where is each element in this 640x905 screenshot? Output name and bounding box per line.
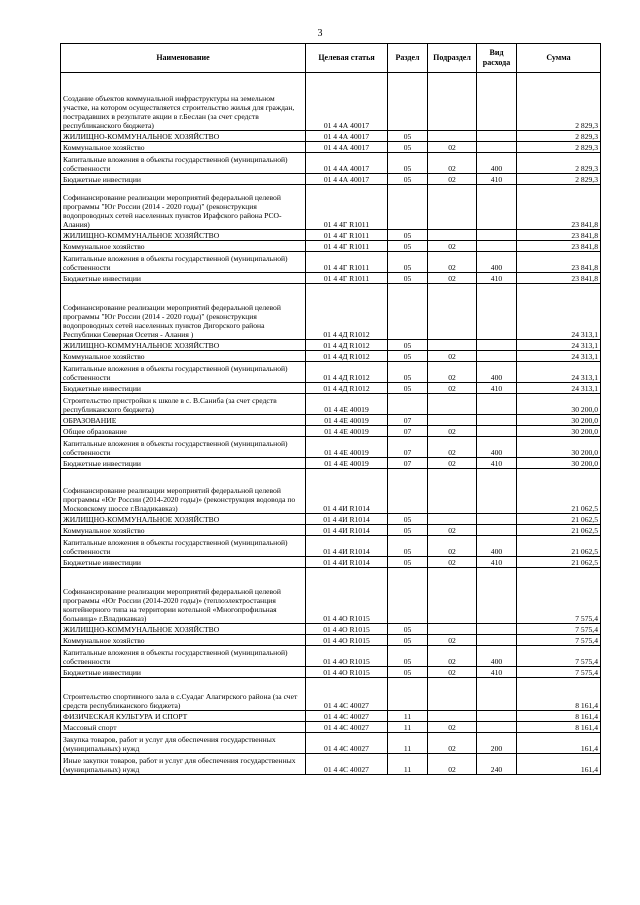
cell-section: 05 <box>388 340 428 351</box>
cell-subsection <box>428 185 477 230</box>
cell-article: 01 4 4С 40027 <box>306 711 388 722</box>
cell-sum: 7 575,4 <box>517 624 601 635</box>
cell-sum: 21 062,5 <box>517 536 601 557</box>
cell-article: 01 4 4Е 40019 <box>306 415 388 426</box>
cell-article: 01 4 4Д R1012 <box>306 340 388 351</box>
cell-sum: 7 575,4 <box>517 646 601 667</box>
cell-subsection <box>428 678 477 711</box>
cell-sum: 24 313,1 <box>517 362 601 383</box>
cell-section: 07 <box>388 458 428 469</box>
cell-name: ЖИЛИЩНО-КОММУНАЛЬНОЕ ХОЗЯЙСТВО <box>61 514 306 525</box>
cell-section <box>388 73 428 131</box>
cell-subsection <box>428 469 477 514</box>
cell-section: 07 <box>388 426 428 437</box>
cell-sum: 8 161,4 <box>517 711 601 722</box>
cell-section: 07 <box>388 415 428 426</box>
cell-subsection <box>428 340 477 351</box>
header-expense-type: Вид расхода <box>477 44 517 73</box>
cell-name: Строительство спортивного зала в с.Суадаг Алагирского района (за счет средств республиканского бюджета) <box>61 678 306 711</box>
cell-name: ЖИЛИЩНО-КОММУНАЛЬНОЕ ХОЗЯЙСТВО <box>61 131 306 142</box>
table-row <box>61 469 601 514</box>
table-row <box>61 514 601 525</box>
table-row <box>61 678 601 711</box>
cell-section: 05 <box>388 514 428 525</box>
table-body <box>61 73 601 775</box>
cell-sum: 2 829,3 <box>517 131 601 142</box>
table-row <box>61 351 601 362</box>
cell-article: 01 4 4И R1014 <box>306 514 388 525</box>
cell-name: Капитальные вложения в объекты государственной (муниципальной) собственности <box>61 646 306 667</box>
cell-name: Капитальные вложения в объекты государственной (муниципальной) собственности <box>61 252 306 273</box>
cell-name: Софинансирование реализации мероприятий федеральной целевой программы «Юг России (2014-2020 годы)» (теплоэлектростанция контейнерного типа на территории котельной «Многопрофильная больница» г.Владикавказ) <box>61 568 306 624</box>
cell-article: 01 4 4Г R1011 <box>306 230 388 241</box>
cell-article: 01 4 4С 40027 <box>306 733 388 754</box>
cell-article: 01 4 4Е 40019 <box>306 437 388 458</box>
cell-expense-type <box>477 678 517 711</box>
cell-name: Коммунальное хозяйство <box>61 525 306 536</box>
cell-section: 05 <box>388 273 428 284</box>
cell-name: Бюджетные инвестиции <box>61 458 306 469</box>
cell-expense-type <box>477 415 517 426</box>
cell-subsection <box>428 624 477 635</box>
cell-expense-type <box>477 142 517 153</box>
cell-expense-type <box>477 711 517 722</box>
cell-expense-type: 410 <box>477 273 517 284</box>
cell-sum: 30 200,0 <box>517 426 601 437</box>
cell-name: Капитальные вложения в объекты государственной (муниципальной) собственности <box>61 153 306 174</box>
cell-sum: 24 313,1 <box>517 351 601 362</box>
cell-article: 01 4 4О R1015 <box>306 667 388 678</box>
cell-article: 01 4 4И R1014 <box>306 536 388 557</box>
cell-section: 11 <box>388 754 428 775</box>
cell-sum: 2 829,3 <box>517 142 601 153</box>
cell-expense-type: 200 <box>477 733 517 754</box>
cell-sum: 7 575,4 <box>517 635 601 646</box>
cell-section: 05 <box>388 557 428 568</box>
cell-subsection: 02 <box>428 733 477 754</box>
cell-name: Софинансирование реализации мероприятий федеральной целевой программы «Юг России (2014-2020 годы)» (реконструкция водовода по Московскому шоссе г.Владикавказ) <box>61 469 306 514</box>
cell-name: Бюджетные инвестиции <box>61 383 306 394</box>
cell-expense-type: 400 <box>477 646 517 667</box>
cell-section: 05 <box>388 646 428 667</box>
cell-article: 01 4 4А 40017 <box>306 153 388 174</box>
cell-name: Капитальные вложения в объекты государственной (муниципальной) собственности <box>61 536 306 557</box>
cell-section <box>388 394 428 415</box>
cell-name: Бюджетные инвестиции <box>61 557 306 568</box>
cell-name: ЖИЛИЩНО-КОММУНАЛЬНОЕ ХОЗЯЙСТВО <box>61 230 306 241</box>
cell-section <box>388 185 428 230</box>
cell-subsection: 02 <box>428 426 477 437</box>
cell-expense-type <box>477 340 517 351</box>
header-name: Наименование <box>61 44 306 73</box>
cell-name: ЖИЛИЩНО-КОММУНАЛЬНОЕ ХОЗЯЙСТВО <box>61 340 306 351</box>
table-row <box>61 458 601 469</box>
cell-name: Бюджетные инвестиции <box>61 174 306 185</box>
cell-expense-type: 410 <box>477 383 517 394</box>
cell-sum: 30 200,0 <box>517 415 601 426</box>
table-row <box>61 624 601 635</box>
table-row <box>61 230 601 241</box>
cell-name: Коммунальное хозяйство <box>61 241 306 252</box>
cell-name: Общее образование <box>61 426 306 437</box>
cell-section <box>388 284 428 340</box>
cell-sum: 30 200,0 <box>517 437 601 458</box>
cell-section: 05 <box>388 174 428 185</box>
cell-name: Коммунальное хозяйство <box>61 635 306 646</box>
cell-section: 05 <box>388 131 428 142</box>
cell-section: 05 <box>388 241 428 252</box>
cell-article: 01 4 4А 40017 <box>306 73 388 131</box>
cell-expense-type <box>477 73 517 131</box>
cell-subsection <box>428 568 477 624</box>
cell-expense-type <box>477 426 517 437</box>
cell-section: 05 <box>388 362 428 383</box>
cell-subsection: 02 <box>428 525 477 536</box>
cell-name: Массовый спорт <box>61 722 306 733</box>
table-header-row <box>61 44 601 73</box>
cell-subsection <box>428 131 477 142</box>
cell-section: 05 <box>388 536 428 557</box>
cell-subsection <box>428 284 477 340</box>
table-row <box>61 284 601 340</box>
cell-subsection: 02 <box>428 153 477 174</box>
cell-section: 05 <box>388 230 428 241</box>
cell-name: Коммунальное хозяйство <box>61 142 306 153</box>
cell-article: 01 4 4Е 40019 <box>306 426 388 437</box>
cell-name: Софинансирование реализации мероприятий федеральной целевой программы "Юг России (2014 - 2020 годы)" (реконструкция водопроводных сетей населенных пунктов Ирафского района РСО-Алания) <box>61 185 306 230</box>
table-row <box>61 73 601 131</box>
cell-name: Софинансирование реализации мероприятий федеральной целевой программы "Юг России (2014 - 2020 годы)" (реконструкция водопроводных сетей населенных пунктов Дигорского района Республики Северная Осетия - Алания ) <box>61 284 306 340</box>
cell-expense-type: 400 <box>477 536 517 557</box>
cell-section: 05 <box>388 624 428 635</box>
cell-article: 01 4 4Г R1011 <box>306 252 388 273</box>
cell-expense-type: 410 <box>477 667 517 678</box>
cell-subsection: 02 <box>428 646 477 667</box>
cell-article: 01 4 4А 40017 <box>306 131 388 142</box>
cell-sum: 2 829,3 <box>517 174 601 185</box>
cell-article: 01 4 4Д R1012 <box>306 362 388 383</box>
cell-article: 01 4 4О R1015 <box>306 568 388 624</box>
cell-article: 01 4 4И R1014 <box>306 557 388 568</box>
cell-section <box>388 469 428 514</box>
cell-expense-type <box>477 635 517 646</box>
cell-expense-type: 400 <box>477 437 517 458</box>
cell-article: 01 4 4Г R1011 <box>306 273 388 284</box>
cell-name: ФИЗИЧЕСКАЯ КУЛЬТУРА И СПОРТ <box>61 711 306 722</box>
cell-article: 01 4 4Г R1011 <box>306 241 388 252</box>
cell-name: Создание объектов коммунальной инфраструктуры на земельном участке, на котором осуществляется строительство жилья для граждан, пострадавших в результате акции в г.Беслан (за счет средств республиканского бюджета) <box>61 73 306 131</box>
cell-section: 05 <box>388 383 428 394</box>
table-row <box>61 754 601 775</box>
cell-name: Закупка товаров, работ и услуг для обеспечения государственных (муниципальных) нужд <box>61 733 306 754</box>
cell-section <box>388 568 428 624</box>
cell-section: 11 <box>388 711 428 722</box>
cell-sum: 2 829,3 <box>517 153 601 174</box>
cell-article: 01 4 4С 40027 <box>306 754 388 775</box>
cell-name: Бюджетные инвестиции <box>61 667 306 678</box>
cell-name: ЖИЛИЩНО-КОММУНАЛЬНОЕ ХОЗЯЙСТВО <box>61 624 306 635</box>
cell-subsection <box>428 73 477 131</box>
header-section: Раздел <box>388 44 428 73</box>
cell-expense-type: 400 <box>477 362 517 383</box>
cell-expense-type: 400 <box>477 252 517 273</box>
cell-sum: 23 841,8 <box>517 252 601 273</box>
table-row <box>61 426 601 437</box>
table-row <box>61 153 601 174</box>
cell-expense-type <box>477 241 517 252</box>
cell-subsection: 02 <box>428 383 477 394</box>
cell-section: 05 <box>388 667 428 678</box>
cell-sum: 24 313,1 <box>517 284 601 340</box>
cell-sum: 2 829,3 <box>517 73 601 131</box>
table-row <box>61 536 601 557</box>
table-row <box>61 394 601 415</box>
cell-article: 01 4 4Д R1012 <box>306 284 388 340</box>
cell-sum: 30 200,0 <box>517 394 601 415</box>
cell-sum: 21 062,5 <box>517 525 601 536</box>
cell-subsection: 02 <box>428 351 477 362</box>
cell-subsection: 02 <box>428 362 477 383</box>
table-row <box>61 733 601 754</box>
cell-expense-type <box>477 351 517 362</box>
cell-section: 05 <box>388 351 428 362</box>
cell-name: Капитальные вложения в объекты государственной (муниципальной) собственности <box>61 437 306 458</box>
cell-expense-type: 410 <box>477 458 517 469</box>
cell-sum: 23 841,8 <box>517 185 601 230</box>
table-row <box>61 525 601 536</box>
cell-article: 01 4 4С 40027 <box>306 722 388 733</box>
cell-sum: 23 841,8 <box>517 273 601 284</box>
cell-section: 05 <box>388 142 428 153</box>
cell-section <box>388 678 428 711</box>
cell-subsection: 02 <box>428 241 477 252</box>
header-article: Целевая статья <box>306 44 388 73</box>
cell-section: 07 <box>388 437 428 458</box>
cell-sum: 21 062,5 <box>517 514 601 525</box>
cell-article: 01 4 4Е 40019 <box>306 394 388 415</box>
table-row <box>61 340 601 351</box>
budget-table <box>60 43 601 775</box>
cell-subsection: 02 <box>428 635 477 646</box>
table-row <box>61 646 601 667</box>
cell-subsection: 02 <box>428 458 477 469</box>
cell-article: 01 4 4А 40017 <box>306 174 388 185</box>
cell-subsection: 02 <box>428 754 477 775</box>
cell-name: Коммунальное хозяйство <box>61 351 306 362</box>
cell-expense-type <box>477 525 517 536</box>
table-row <box>61 241 601 252</box>
cell-subsection: 02 <box>428 174 477 185</box>
page-number: 3 <box>317 28 323 39</box>
cell-expense-type <box>477 514 517 525</box>
table-row <box>61 252 601 273</box>
cell-expense-type: 410 <box>477 557 517 568</box>
cell-subsection: 02 <box>428 273 477 284</box>
cell-article: 01 4 4О R1015 <box>306 646 388 667</box>
cell-subsection <box>428 415 477 426</box>
table-row <box>61 437 601 458</box>
cell-sum: 24 313,1 <box>517 340 601 351</box>
cell-subsection <box>428 230 477 241</box>
cell-name: ОБРАЗОВАНИЕ <box>61 415 306 426</box>
table-row <box>61 362 601 383</box>
cell-name: Строительство пристройки к школе в с. В.Саниба (за счет средств республиканского бюджета) <box>61 394 306 415</box>
cell-sum: 21 062,5 <box>517 469 601 514</box>
cell-article: 01 4 4О R1015 <box>306 624 388 635</box>
table-row <box>61 383 601 394</box>
table-row <box>61 568 601 624</box>
cell-article: 01 4 4А 40017 <box>306 142 388 153</box>
cell-sum: 30 200,0 <box>517 458 601 469</box>
cell-sum: 8 161,4 <box>517 678 601 711</box>
cell-subsection: 02 <box>428 142 477 153</box>
cell-sum: 7 575,4 <box>517 568 601 624</box>
cell-sum: 161,4 <box>517 733 601 754</box>
cell-expense-type <box>477 394 517 415</box>
cell-subsection: 02 <box>428 252 477 273</box>
header-subsection: Подраздел <box>428 44 477 73</box>
cell-subsection: 02 <box>428 437 477 458</box>
cell-article: 01 4 4И R1014 <box>306 525 388 536</box>
cell-subsection <box>428 394 477 415</box>
cell-sum: 7 575,4 <box>517 667 601 678</box>
table-row <box>61 667 601 678</box>
cell-subsection: 02 <box>428 536 477 557</box>
table-row <box>61 557 601 568</box>
cell-expense-type <box>477 230 517 241</box>
cell-expense-type <box>477 284 517 340</box>
cell-article: 01 4 4С 40027 <box>306 678 388 711</box>
cell-name: Капитальные вложения в объекты государственной (муниципальной) собственности <box>61 362 306 383</box>
cell-sum: 8 161,4 <box>517 722 601 733</box>
cell-expense-type <box>477 722 517 733</box>
cell-section: 05 <box>388 525 428 536</box>
table-row <box>61 635 601 646</box>
cell-subsection <box>428 711 477 722</box>
cell-section: 05 <box>388 252 428 273</box>
header-sum: Сумма <box>517 44 601 73</box>
cell-expense-type <box>477 131 517 142</box>
cell-subsection: 02 <box>428 667 477 678</box>
cell-expense-type <box>477 469 517 514</box>
cell-section: 11 <box>388 722 428 733</box>
cell-sum: 161,4 <box>517 754 601 775</box>
cell-name: Иные закупки товаров, работ и услуг для обеспечения государственных (муниципальных) нужд <box>61 754 306 775</box>
cell-expense-type: 240 <box>477 754 517 775</box>
cell-sum: 21 062,5 <box>517 557 601 568</box>
cell-expense-type <box>477 568 517 624</box>
table-row <box>61 722 601 733</box>
cell-subsection: 02 <box>428 557 477 568</box>
cell-subsection: 02 <box>428 722 477 733</box>
cell-article: 01 4 4О R1015 <box>306 635 388 646</box>
table-row <box>61 142 601 153</box>
cell-expense-type: 410 <box>477 174 517 185</box>
cell-sum: 23 841,8 <box>517 230 601 241</box>
cell-section: 05 <box>388 635 428 646</box>
cell-expense-type: 400 <box>477 153 517 174</box>
cell-article: 01 4 4Д R1012 <box>306 383 388 394</box>
table-row <box>61 415 601 426</box>
cell-article: 01 4 4Д R1012 <box>306 351 388 362</box>
cell-article: 01 4 4Е 40019 <box>306 458 388 469</box>
cell-section: 11 <box>388 733 428 754</box>
cell-expense-type <box>477 624 517 635</box>
cell-expense-type <box>477 185 517 230</box>
cell-sum: 24 313,1 <box>517 383 601 394</box>
cell-article: 01 4 4И R1014 <box>306 469 388 514</box>
table-row <box>61 174 601 185</box>
table-row <box>61 711 601 722</box>
cell-article: 01 4 4Г R1011 <box>306 185 388 230</box>
cell-sum: 23 841,8 <box>517 241 601 252</box>
table-row <box>61 185 601 230</box>
table-row <box>61 273 601 284</box>
cell-name: Бюджетные инвестиции <box>61 273 306 284</box>
cell-subsection <box>428 514 477 525</box>
cell-section: 05 <box>388 153 428 174</box>
table-row <box>61 131 601 142</box>
